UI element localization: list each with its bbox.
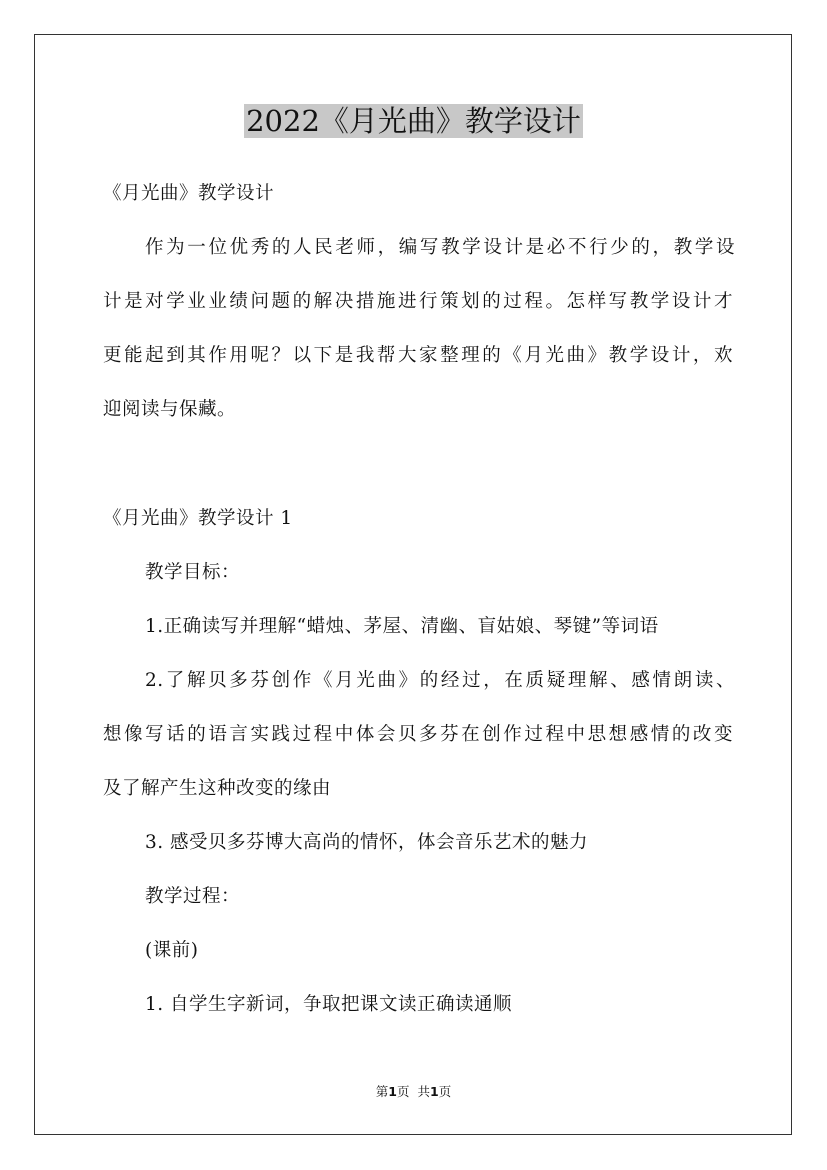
intro-line-1: 作为一位优秀的人民老师，编写教学设计是必不行少的，教学设 bbox=[145, 237, 735, 258]
footer-total-label-b: 页 bbox=[438, 1084, 452, 1099]
intro-line-4: 迎阅读与保藏。 bbox=[103, 399, 237, 420]
process-label: 教学过程： bbox=[145, 886, 241, 907]
goals-label: 教学目标： bbox=[145, 562, 241, 583]
goal-3: 3. 感受贝多芬博大高尚的情怀，体会音乐艺术的魅力 bbox=[145, 832, 589, 853]
footer-total-number: 1 bbox=[429, 1084, 439, 1099]
goal-2-line-1: 2.了解贝多芬创作《月光曲》的经过，在质疑理解、感情朗读、 bbox=[145, 670, 735, 691]
section-heading: 《月光曲》教学设计 1 bbox=[103, 508, 293, 529]
footer-page-label-a: 第 bbox=[375, 1084, 389, 1099]
intro-line-2: 计是对学业业绩问题的解决措施进行策划的过程。怎样写教学设计才 bbox=[103, 291, 733, 312]
step-1: 1. 自学生字新词，争取把课文读正确读通顺 bbox=[145, 994, 513, 1015]
goal-1: 1.正确读写并理解“蜡烛、茅屋、清幽、盲姑娘、琴键”等词语 bbox=[145, 616, 659, 637]
footer-page-number: 1 bbox=[388, 1084, 397, 1099]
document-title bbox=[0, 101, 827, 141]
footer-page-label-b: 页 bbox=[397, 1084, 410, 1099]
goal-2-line-3: 及了解产生这种改变的缘由 bbox=[103, 778, 332, 799]
document-title-text: 2022《月光曲》教学设计 bbox=[246, 104, 581, 138]
pre-class-label: (课前) bbox=[145, 940, 199, 961]
page-footer bbox=[0, 1084, 827, 1100]
document-subtitle: 《月光曲》教学设计 bbox=[103, 183, 275, 204]
intro-line-3: 更能起到其作用呢？以下是我帮大家整理的《月光曲》教学设计，欢 bbox=[103, 345, 733, 366]
footer-total-label-a: 共 bbox=[417, 1084, 430, 1099]
goal-2-line-2: 想像写话的语言实践过程中体会贝多芬在创作过程中思想感情的改变 bbox=[103, 724, 733, 745]
